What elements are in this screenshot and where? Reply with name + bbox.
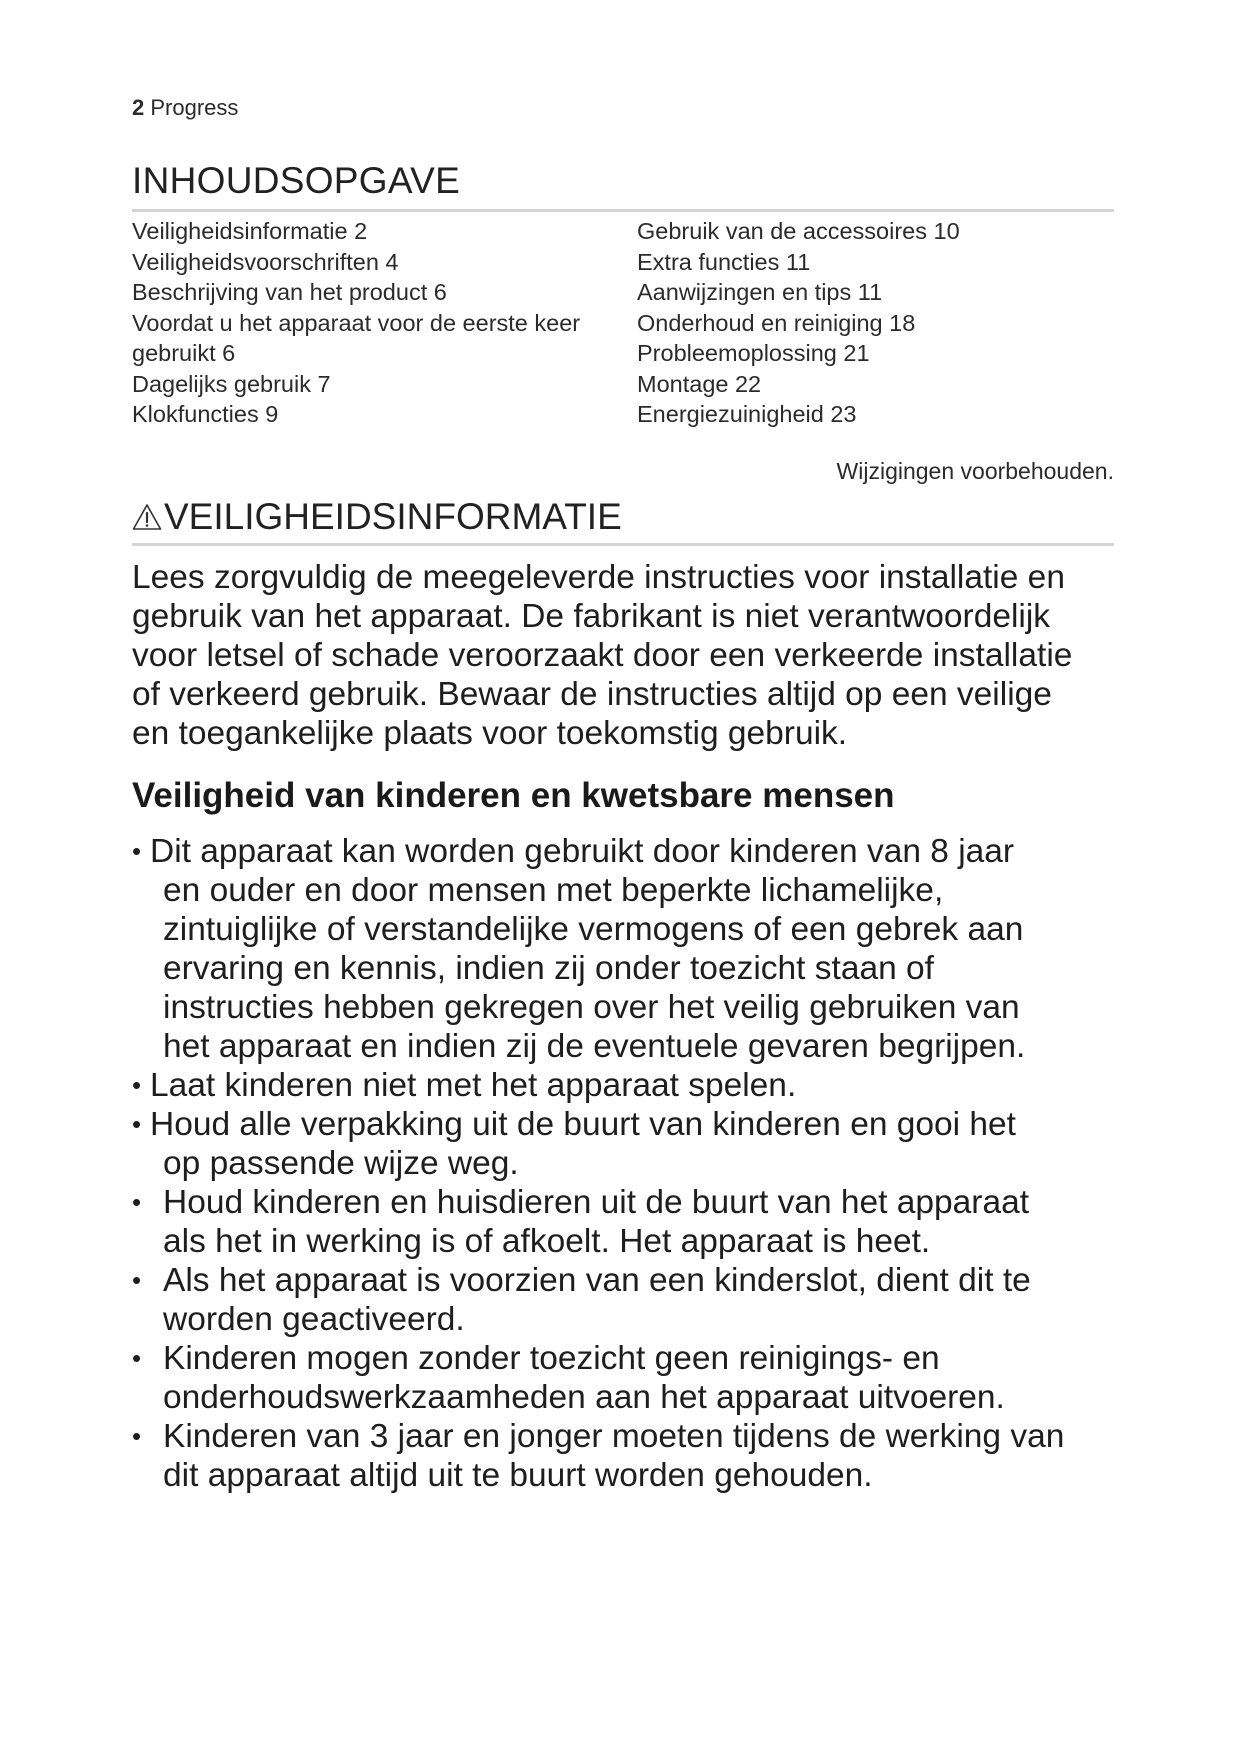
list-item (132, 1105, 1122, 1183)
bullet-line: Houd kinderen en huisdieren uit de buurt van het apparaat (163, 1184, 1030, 1221)
safety-bullet-list (132, 832, 1122, 1495)
bullet-line: zintuiglijke of verstandelijke vermogens of een gebrek aan (163, 911, 1024, 948)
divider (132, 209, 1114, 212)
toc-entry: Veiligheidsinformatie 2 (132, 218, 368, 244)
toc-entry: Probleemoplossing 21 (637, 340, 870, 366)
bullet-line: instructies hebben gekregen over het veilig gebruiken van (163, 989, 1020, 1026)
toc-entry: Klokfuncties 9 (132, 401, 279, 427)
bullet-line: ervaring en kennis, indien zij onder toezicht staan of (163, 950, 934, 987)
warning-triangle-icon (132, 503, 164, 531)
toc-entry: Voordat u het apparaat voor de eerste keer (132, 309, 581, 336)
list-item (132, 1339, 1122, 1417)
bullet-icon: • (132, 1265, 142, 1295)
toc-title: INHOUDSOPGAVE (132, 160, 461, 201)
toc-entry: Aanwijzingen en tips 11 (637, 279, 883, 305)
divider (132, 543, 1114, 546)
page-number: 2 (132, 95, 145, 120)
toc-entry: Gebruik van de accessoires 10 (637, 218, 960, 244)
bullet-line: Als het apparaat is voorzien van een kinderslot, dient dit te (163, 1262, 1031, 1299)
toc-right-column (637, 216, 1117, 430)
intro-line: Lees zorgvuldig de meegeleverde instructies voor installatie en (132, 559, 1065, 596)
list-item (132, 1417, 1122, 1495)
toc-entry: Veiligheidsvoorschriften 4 (132, 248, 399, 275)
subsection-heading: Veiligheid van kinderen en kwetsbare mensen (132, 776, 895, 815)
toc-entry: Dagelijks gebruik 7 (132, 370, 331, 397)
bullet-line: Dit apparaat kan worden gebruikt door kinderen van 8 jaar (150, 833, 1015, 870)
list-item (132, 1066, 1122, 1105)
bullet-line: worden geactiveerd. (163, 1301, 465, 1338)
section-title (132, 496, 622, 538)
brand-name: Progress (150, 95, 239, 120)
bullet-icon: • (132, 1421, 142, 1451)
bullet-icon: • (132, 1343, 142, 1373)
bullet-icon: • (132, 1187, 142, 1217)
bullet-icon: • (132, 836, 142, 866)
bullet-line: op passende wijze weg. (163, 1145, 519, 1182)
intro-line: gebruik van het apparaat. De fabrikant is niet verantwoordelijk (132, 598, 1051, 635)
section-title-text: VEILIGHEIDSINFORMATIE (164, 496, 622, 537)
intro-line: of verkeerd gebruik. Bewaar de instructies altijd op een veilige (132, 676, 1052, 713)
bullet-line: onderhoudswerkzaamheden aan het apparaat uitvoeren. (163, 1379, 1005, 1416)
list-item (132, 832, 1122, 1066)
intro-line: voor letsel of schade veroorzaakt door een verkeerde installatie (132, 637, 1073, 674)
bullet-line: en ouder en door mensen met beperkte lichamelijke, (163, 872, 944, 909)
bullet-line: als het in werking is of afkoelt. Het apparaat is heet. (163, 1223, 931, 1260)
bullet-line: dit apparaat altijd uit te buurt worden gehouden. (163, 1457, 873, 1494)
bullet-icon: • (132, 1070, 142, 1100)
bullet-line: Kinderen van 3 jaar en jonger moeten tijdens de werking van (163, 1418, 1065, 1455)
bullet-line: Laat kinderen niet met het apparaat spelen. (150, 1067, 797, 1104)
toc-entry: Beschrijving van het product 6 (132, 279, 447, 305)
toc-entry: gebruikt 6 (132, 340, 236, 366)
page-header (132, 95, 238, 121)
list-item (132, 1183, 1122, 1261)
toc-entry: Montage 22 (637, 370, 762, 397)
intro-line: en toegankelijke plaats voor toekomstig gebruik. (132, 715, 848, 752)
bullet-line: Houd alle verpakking uit de buurt van kinderen en gooi het (150, 1106, 1016, 1143)
toc-left-column (132, 216, 612, 430)
toc-entry: Onderhoud en reiniging 18 (637, 309, 916, 336)
disclaimer-note: Wijzigingen voorbehouden. (836, 458, 1114, 484)
toc-entry: Extra functies 11 (637, 248, 811, 275)
toc-entry: Energiezuinigheid 23 (637, 401, 857, 427)
intro-paragraph (132, 558, 1122, 753)
list-item (132, 1261, 1122, 1339)
bullet-icon: • (132, 1109, 142, 1139)
bullet-line: het apparaat en indien zij de eventuele gevaren begrijpen. (163, 1028, 1026, 1065)
bullet-line: Kinderen mogen zonder toezicht geen reinigings- en (163, 1340, 940, 1377)
